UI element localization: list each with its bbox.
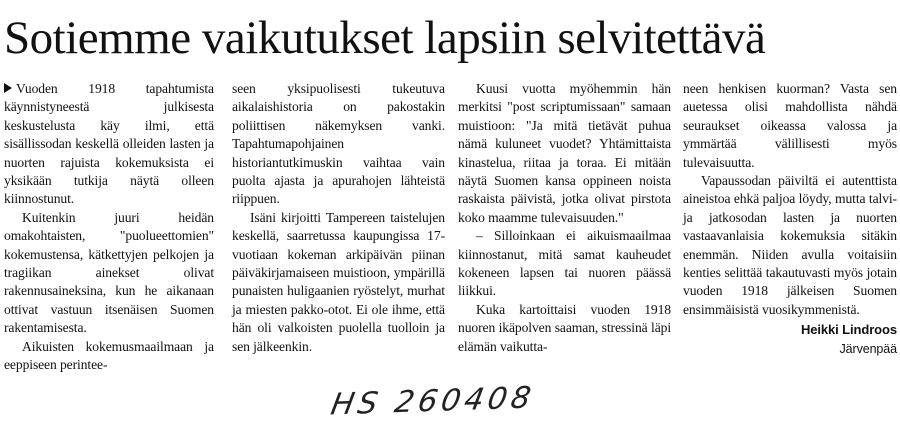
paragraph: Aikuisten kokemusmaailmaan ja eeppiseen perintee- bbox=[4, 338, 214, 373]
paragraph: Isäni kirjoitti Tampereen taistelujen keskellä, saarretussa kaupungissa 17-vuotiaan kokeman arkipäivän piinan päiväkirjamaiseen muistioon, ympärillä punaisten huligaanien ryöstelyt, murhat ja miesten pakko-otot. Ei ole ihme, että hän oli valkoisten puolella tuolloin ja sen jälkeenkin. bbox=[232, 209, 445, 354]
article-headline: Sotiemme vaikutukset lapsiin selvitettävä bbox=[4, 12, 766, 64]
article-body bbox=[0, 80, 900, 390]
paragraph: – Silloinkaan ei aikuismaailmaa kiinnostanut, mitä samat kauheudet kokeneen lapsen tai nuoren päässä liikkui. bbox=[458, 228, 671, 299]
paragraph: Kuusi vuotta myöhemmin hän merkitsi "post scriptumissaan" samaan muistioon: "Ja mitä tietävät puhua nämä kuluneet vuodet? Yhtämittaista kinastelua, riitaa ja toraa. Ei mitään näytä Suomen kansa oppineen noista raskaista päivistä, jotka olivat pirstota koko maamme tulevaisuuden." bbox=[458, 81, 671, 225]
paragraph: Kuitenkin juuri heidän omakohtaisten, "puolueettomien" kokemustensa, kätkettyjen pelkojen ja tragiikan ainekset olivat rakennusaineksina, kun he aikanaan ottivat vastuun itsenäisen Suomen rakentamisesta. bbox=[4, 209, 214, 336]
column-3 bbox=[458, 80, 671, 356]
column-2 bbox=[232, 80, 445, 356]
triangle-marker-icon bbox=[4, 83, 12, 93]
column-1 bbox=[4, 80, 214, 375]
paragraph: Kuka kartoittaisi vuoden 1918 nuoren ikäpolven saaman, stressinä läpi elämän vaikutta- bbox=[458, 301, 671, 354]
handwritten-note: HS 260408 bbox=[328, 380, 538, 423]
paragraph-text: Vuoden 1918 tapahtumista käynnistyneestä julkisesta keskustelusta käy ilmi, että sisällissodan keskellä olleiden lasten ja nuorten rajuista kokemuksista ei yksikään tutkija näytä olleen kiinnostunut. bbox=[4, 81, 214, 207]
author-location: Järvenpää bbox=[839, 341, 897, 356]
paragraph bbox=[4, 80, 214, 209]
paragraph: seen yksipuolisesti tukeutuva aikalaishistoria on pakostakin poliittisen näkemyksen vanki. Tapahtumapohjainen historiantutkimuskin vaihtaa vain puolta ajasta ja apurahojen lähteistä riippuen. bbox=[232, 81, 445, 207]
column-4 bbox=[683, 80, 897, 358]
paragraph: Vapaussodan päiviltä ei autenttista aineistoa ehkä paljoa löydy, mutta talvi- ja jatkosodan lasten ja nuorten vastaavanlaisia kokemuksia sitäkin enemmän. Niiden avulla voitaisiin kenties selittää takautuvasti myös jotain vuoden 1918 jälkeisen Suomen ensimmäisistä vuosikymmenistä. bbox=[683, 173, 897, 317]
author-name: Heikki Lindroos bbox=[800, 322, 897, 338]
paragraph: neen henkisen kuorman? Vasta sen auetessa olisi mahdollista nähdä seuraukset oikeassa valossa ja ymmärtää välillisesti myös tulevaisuutta. bbox=[683, 81, 897, 170]
